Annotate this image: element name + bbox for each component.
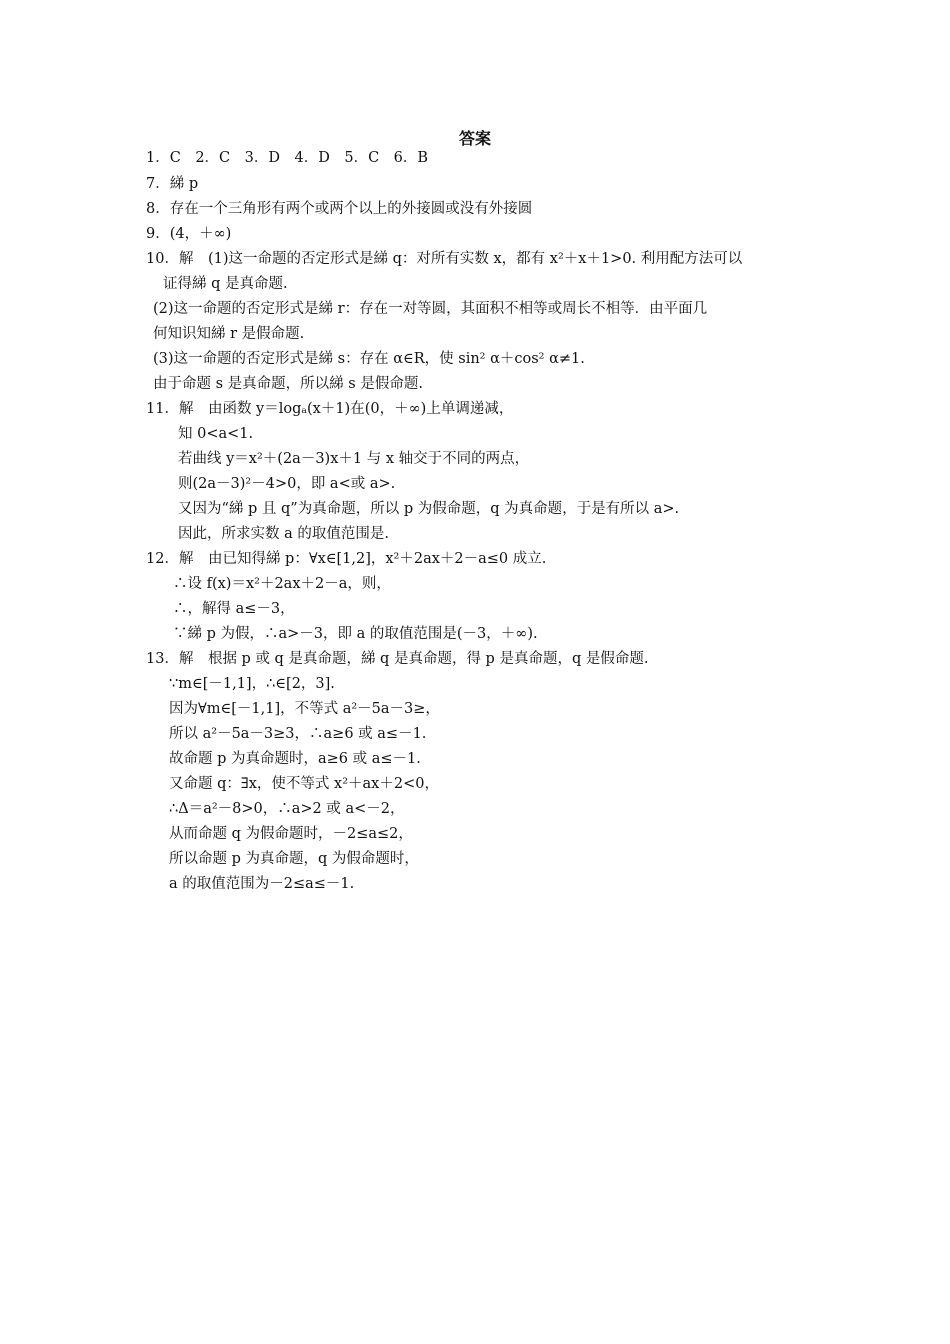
answer-10-line-3: (2)这一命题的否定形式是綈 r：存在一对等圆，其面积不相等或周长不相等．由平面几 [153, 301, 708, 317]
answer-10-line-2: 证得綈 q 是真命题. [163, 276, 288, 292]
answer-11-line-3: 若曲线 y＝x²＋(2a－3)x＋1 与 x 轴交于不同的两点， [178, 451, 530, 467]
answer-11-line-5: 又因为“綈 p 且 q”为真命题，所以 p 为假命题，q 为真命题，于是有所以 a>. [178, 501, 680, 517]
answer-11-line-6: 因此，所求实数 a 的取值范围是. [178, 526, 389, 542]
answer-11-line-1: 11．解 由函数 y＝logₐ(x＋1)在(0，＋∞)上单调递减， [146, 401, 514, 417]
answer-line-7: 7．綈 p [146, 176, 199, 192]
answer-12-line-2: ∴设 f(x)＝x²＋2ax＋2－a，则， [173, 576, 391, 592]
answer-11-line-4: 则(2a－3)²－4>0，即 a<或 a>. [178, 476, 396, 492]
answer-line-9: 9．(4，＋∞) [146, 226, 232, 242]
answer-13-line-9: 所以命题 p 为真命题，q 为假命题时， [169, 851, 419, 867]
page-title: 答案 [458, 129, 491, 148]
answer-13-line-5: 故命题 p 为真命题时，a≥6 或 a≤－1. [169, 751, 421, 767]
answer-line-8: 8．存在一个三角形有两个或两个以上的外接圆或没有外接圆 [146, 201, 533, 217]
answer-10-line-4: 何知识知綈 r 是假命题. [153, 326, 305, 342]
answer-12-line-1: 12．解 由已知得綈 p：∀x∈[1,2]，x²＋2ax＋2－a≤0 成立. [146, 551, 547, 567]
answer-13-line-7: ∴Δ＝a²－8>0，∴a>2 或 a<－2， [169, 801, 405, 817]
answer-11-line-2: 知 0<a<1. [178, 426, 254, 442]
answer-10-line-5: (3)这一命题的否定形式是綈 s：存在 α∈R，使 sin² α＋cos² α≠1. [153, 351, 585, 367]
answer-13-line-8: 从而命题 q 为假命题时，－2≤a≤2， [169, 826, 413, 842]
answer-13-line-3: 因为∀m∈[－1,1]，不等式 a²－5a－3≥， [169, 701, 440, 717]
answer-13-line-4: 所以 a²－5a－3≥3，∴a≥6 或 a≤－1. [169, 726, 427, 742]
answer-13-line-10: a 的取值范围为－2≤a≤－1. [169, 876, 355, 892]
answer-10-line-1: 10．解 (1)这一命题的否定形式是綈 q：对所有实数 x，都有 x²＋x＋1>0. 利用配方法可以 [146, 251, 743, 267]
answer-13-line-6: 又命题 q：∃x，使不等式 x²＋ax＋2<0， [169, 776, 439, 792]
answer-line-1-6: 1．C 2．C 3．D 4．D 5．C 6．B [146, 150, 429, 166]
answer-13-line-2: ∵m∈[－1,1]，∴∈[2，3]. [169, 676, 335, 692]
answer-12-line-3: ∴，解得 a≤－3， [173, 601, 295, 617]
answer-13-line-1: 13．解 根据 p 或 q 是真命题，綈 q 是真命题，得 p 是真命题，q 是假命题. [146, 651, 649, 667]
answer-10-line-6: 由于命题 s 是真命题，所以綈 s 是假命题. [153, 376, 423, 392]
answer-12-line-4: ∵綈 p 为假，∴a>－3，即 a 的取值范围是(－3，＋∞). [173, 626, 538, 642]
